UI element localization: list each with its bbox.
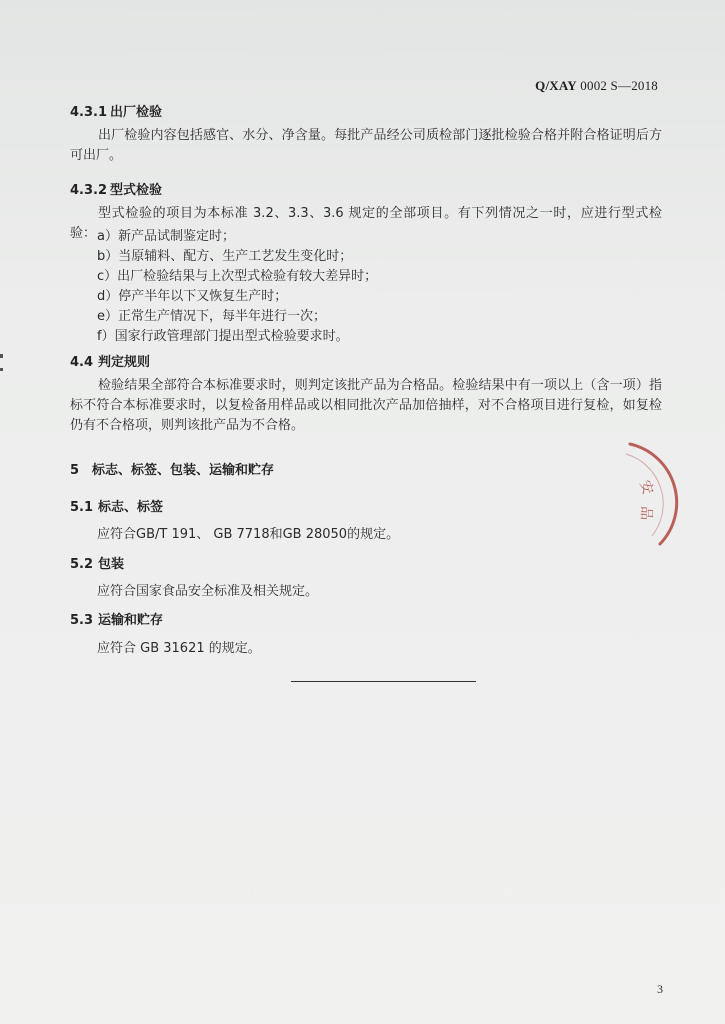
svg-text:品: 品 [637,505,654,521]
list-item: e）正常生产情况下，每半年进行一次； [97,309,326,324]
section-number: 4.4 [70,355,94,370]
page-number: 3 [657,982,663,996]
section-title: 标志、标签 [98,500,164,515]
list-item: c）出厂检验结果与上次型式检验有较大差异时； [97,269,378,284]
section-number: 5.2 [70,557,94,572]
section-heading-5-2 [70,553,124,572]
document-code-prefix: Q/XAY [535,78,577,93]
section-body-5-2: 应符合国家食品安全标准及相关规定。 [97,584,319,599]
section-body-4-3-1: 出厂检验内容包括感官、水分、净含量。每批产品经公司质检部门逐批检验合格并附合格证明后方可出厂。 [70,128,662,163]
section-number: 5.1 [70,500,94,515]
section-title: 标志、标签、包装、运输和贮存 [92,463,275,478]
section-number: 5.3 [70,613,94,628]
end-rule [291,681,476,682]
section-heading-5-1 [70,496,163,515]
section-title: 型式检验 [110,183,163,198]
section-body-5-1: 应符合GB/T 191、 GB 7718和GB 28050的规定。 [97,527,400,542]
document-code [535,78,658,94]
section-number: 4.3.2 [70,183,108,198]
section-body-4-4: 检验结果全部符合本标准要求时，则判定该批产品为合格品。检验结果中有一项以上（含一项）指标不符合本标准要求时，以复检备用样品或以相同批次产品加倍抽样，对不合格项目进行复检，如复检仍有不合格项，则判该批产品为不合格。 [70,378,662,433]
list-item: d）停产半年以下又恢复生产时； [97,289,288,304]
section-title: 运输和贮存 [98,613,164,628]
list-item: f）国家行政管理部门提出型式检验要求时。 [97,329,349,344]
section-intro-4-3-2: 型式检验的项目为本标准 3.2、3.3、3.6 规定的全部项目。有下列情况之一时，应进行型式检验： [70,206,662,241]
scan-edge-mark [0,368,3,371]
section-heading-4-3-2 [70,179,162,198]
section-heading-4-4 [70,351,150,370]
section-heading-5-3 [70,609,163,628]
section-title: 出厂检验 [110,105,163,120]
list-item: a）新产品试制鉴定时； [97,229,235,244]
scan-edge-mark [0,354,3,358]
svg-text:安: 安 [636,478,656,497]
section-number: 5 [70,463,80,478]
section-body-5-3: 应符合 GB 31621 的规定。 [97,641,261,656]
section-heading-5 [70,459,274,478]
section-title: 包装 [98,557,125,572]
section-title: 判定规则 [98,355,151,370]
document-code-suffix: 0002 S—2018 [576,78,658,93]
seal-stamp [612,436,722,551]
section-number: 4.3.1 [70,105,108,120]
section-heading-4-3-1 [70,101,162,120]
list-item: b）当原辅料、配方、生产工艺发生变化时； [97,249,353,264]
